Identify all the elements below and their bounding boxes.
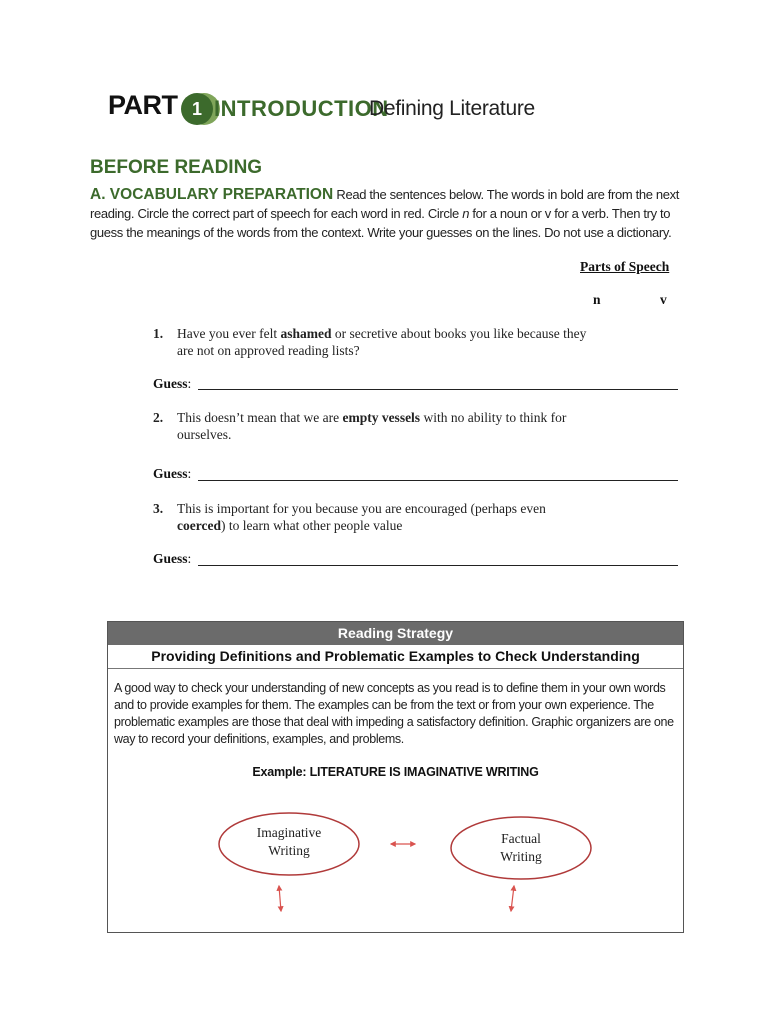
vocab-heading: A. VOCABULARY PREPARATION (90, 186, 334, 203)
guess-answer-line-2[interactable] (198, 480, 678, 481)
vocab-text-1: Read the sentences below. The words in bold are from the next reading. Circle the correct part of speech for each word in red. Circle (90, 187, 680, 221)
parts-of-speech-heading: Parts of Speech (580, 259, 670, 274)
oval-label-imaginative: Imaginative Writing (256, 825, 322, 858)
guess-answer-line-3[interactable] (198, 565, 678, 566)
item-number: 3. (153, 501, 164, 516)
vocab-text-n: n (462, 206, 470, 221)
verb-option[interactable]: v (660, 292, 667, 307)
vocab-text-2: for a noun or v for a verb. Then try to guess the meanings of the words from the context. Write your guesses on the lines. Do not use a dictionary. (90, 206, 672, 240)
graphic-organizer (108, 622, 683, 932)
section-heading: BEFORE READING (90, 157, 263, 178)
noun-option[interactable]: n (593, 292, 601, 307)
strategy-title: Providing Definitions and Problematic Examples to Check Understanding (151, 648, 640, 664)
guess-label: Guess (153, 466, 188, 481)
page-subtitle: Defining Literature (369, 97, 535, 120)
item-sentence: This is important for you because you are encouraged (perhaps even coerced) to learn what other people value (177, 501, 546, 533)
guess-label: Guess (153, 376, 188, 391)
strategy-header: Reading Strategy (108, 622, 683, 645)
item-sentence: This doesn’t mean that we are empty vessels with no ability to think for ourselves. (177, 410, 567, 442)
item-number: 2. (153, 410, 164, 425)
vocab-instructions (90, 185, 705, 242)
vertical-arrow-icon (279, 886, 281, 911)
vocab-word: coerced (177, 518, 221, 533)
item-number: 1. (153, 326, 164, 341)
section-label: INTRODUCTION (214, 96, 389, 121)
part-label: PART (108, 90, 178, 120)
guess-row-2: Guess: (153, 466, 192, 481)
oval-label-factual: Factual Writing (500, 831, 542, 864)
vertical-arrow-icon (511, 886, 514, 911)
guess-row-3: Guess: (153, 551, 192, 566)
badge-number: 1 (191, 99, 203, 119)
vocab-word: empty vessels (342, 410, 421, 425)
strategy-body: A good way to check your understanding of new concepts as you read is to define them in your own words and to provide examples for them. The examples can be from the text or from your own experience. The problematic examples are those that deal with impeding a satisfactory definition. Graphic organizers are one way to record your definitions, examples, and problems. (114, 681, 674, 746)
reading-strategy-box (107, 621, 684, 933)
vocab-word: ashamed (280, 326, 332, 341)
guess-answer-line-1[interactable] (198, 389, 678, 390)
example-title: Example: LITERATURE IS IMAGINATIVE WRITING (252, 765, 539, 779)
guess-label: Guess (153, 551, 188, 566)
part-number-badge (170, 92, 220, 126)
item-sentence: Have you ever felt ashamed or secretive about books you like because they are not on approved reading lists? (177, 326, 587, 358)
guess-row-1: Guess: (153, 376, 192, 391)
